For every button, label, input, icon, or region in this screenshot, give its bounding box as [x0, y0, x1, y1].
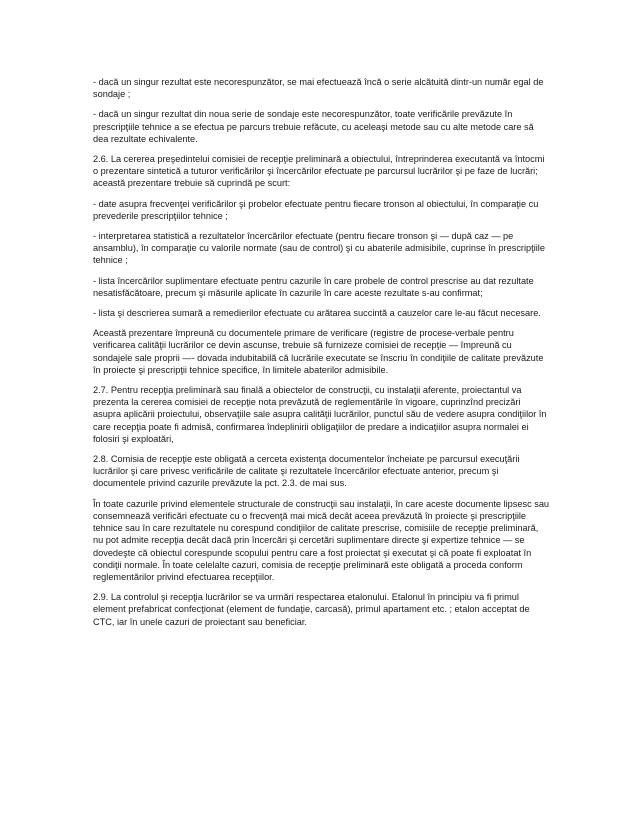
- paragraph: Această prezentare împreună cu documentele primare de verificare (registre de procese-verbale pentru verificarea calităţii lucrărilor ce devin ascunse, trebuie să furnizeze comisiei de recepţie — împreună cu sondajele sale proprii —- dovada indubitabilă că lucrările executate se înscriu în condiţiile de calitate prevăzute în proiecte şi prescripţii tehnice specifice, în limitele abaterilor admisibile.: [93, 328, 544, 375]
- paragraph: 2.7. Pentru recepţia preliminară sau finală a obiectelor de construcţii, cu instalaţii aferente, proiectantul va prezenta la cererea comisiei de recepţie nota prevăzută de reglementările în vigoare, cuprinzînd precizări asupra aplicării proiectului, observaţiile sale asupra calităţii lucrărilor, punctul său de vedere asupra condiţiilor în care recepţia poate fi admisă, confirmarea îndeplinirii obligaţiilor de predare a indicaţiilor asupra normalei ei folosiri şi exploatări,: [93, 385, 547, 444]
- paragraph: 2.9. La controlul şi recepţia lucrărilor se va urmări respectarea etalonului. Etalonul în principiu va fi primul element prefabricat confecţionat (element de fundaţie, carcasă), primul apartament etc. ; etalon acceptat de CTC, iar în unele cazuri de proiectant sau beneficiar.: [93, 592, 530, 627]
- paragraph: - date asupra frecvenţei verificărilor şi probelor efectuate pentru fiecare tronson al obiectului, în comparaţie cu prevederile prescripţiilor tehnice ;: [93, 198, 539, 221]
- paragraph: - dacă un singur rezultat din noua serie de sondaje este necorespunzător, toate verificările prevăzute în prescripţiile tehnice a se efectua pe parcurs trebuie refăcute, cu aceleaşi metode sau cu alte metode care să dea rezultate echivalente.: [93, 109, 534, 144]
- paragraph: - lista şi descrierea sumară a remedierilor efectuate cu arătarea succintă a cauzelor care le-au făcut necesare.: [93, 308, 541, 319]
- paragraph: - lista încercărilor suplimentare efectuate pentru cazurile în care probele de control prescrise au dat rezultate nesatisfăcătoare, precum şi măsurile aplicate în cazurile în care aceste rezultate s-au confirmat;: [93, 275, 534, 298]
- paragraph: - interpretarea statistică a rezultatelor încercărilor efectuate (pentru fiecare tronson şi — după caz — pe ansamblu), în comparaţie cu valorile normate (sau de control) şi cu abaterile admisibile, cuprinse în prescripţiile tehnice ;: [93, 231, 545, 266]
- document-page: [93, 76, 551, 636]
- paragraph: 2.8. Comisia de recepţie este obligată a cerceta existenţa documentelor încheiate pe parcursul execuţării lucrărilor şi care privesc verificările de calitate şi rezultatele încercărilor efectuate anterior, precum şi documentele privind cazurile prevăzute la pct. 2.3. de mai sus.: [93, 454, 520, 489]
- paragraph: În toate cazurile privind elementele structurale de construcţii sau instalaţii, în care aceste documente lipsesc sau consemnează verificări efectuate cu o frecvenţă mai mică decât aceea prevăzută în proiecte şi prescripţiile tehnice sau în care rezultatele nu corespund condiţiilor de calitate prescrise, comisiile de recepţie preliminară, nu pot admite recepţia decât dacă prin încercări şi cercetări suplimentare directe şi expertize tehnice — se dovedeşte că obiectul corespunde scopului pentru care a fost proiectat şi executat şi că poate fi exploatat în condiţii normale. În toate celelalte cazuri, comisia de recepţie preliminară este obligată a proceda conform reglementărilor privind efectuarea recepţiilor.: [93, 498, 550, 582]
- paragraph: 2.6. La cererea preşedintelui comisiei de recepţie preliminară a obiectului, întreprinderea executantă va întocmi o prezentare sintetică a tuturor verificărilor şi încercărilor efectuate pe parcursul lucrărilor şi pe faze de lucrări; această prezentare trebuie să cuprindă pe scurt:: [93, 154, 545, 189]
- paragraph: - dacă un singur rezultat este necorespunzător, se mai efectuează încă o serie alcătuită dintr-un număr egal de sondaje ;: [93, 77, 544, 100]
